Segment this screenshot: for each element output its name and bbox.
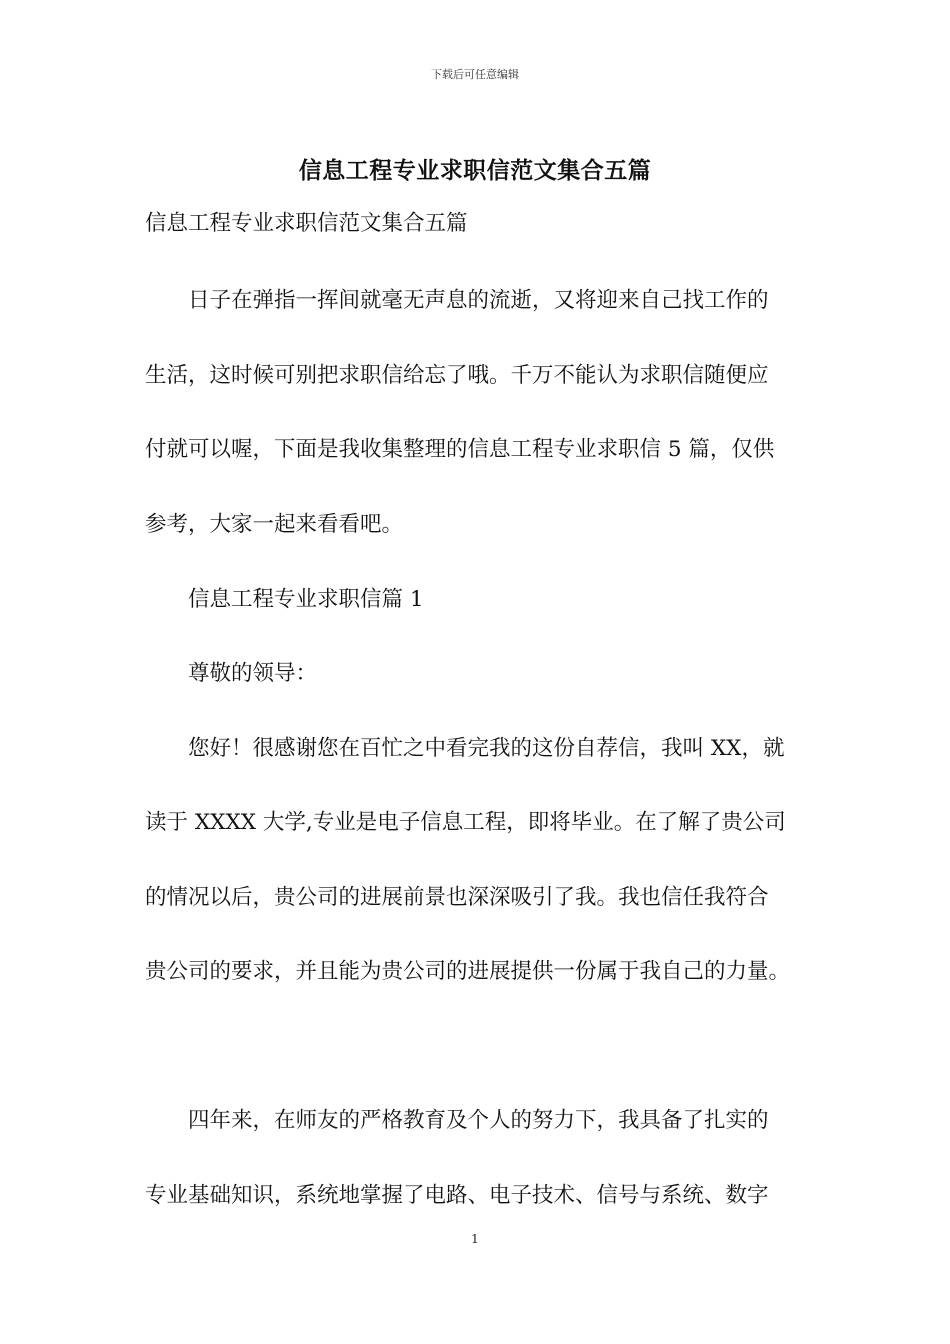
paragraph-line: 您好！很感谢您在百忙之中看完我的这份自荐信，我叫 XX，就: [188, 736, 785, 761]
paragraph-line: 付就可以喔，下面是我收集整理的信息工程专业求职信 5 篇，仅供: [145, 437, 775, 462]
paragraph-line: 的情况以后，贵公司的进展前景也深深吸引了我。我也信任我符合: [145, 885, 769, 910]
page-number: 1: [471, 1232, 479, 1246]
paragraph-line: 参考，大家一起来看看吧。: [145, 512, 404, 537]
paragraph-line: 专业基础知识，系统地掌握了电路、电子技术、信号与系统、数字: [145, 1183, 769, 1208]
document-title: 信息工程专业求职信范文集合五篇: [298, 157, 652, 184]
paragraph-line: 生活，这时候可别把求职信给忘了哦。千万不能认为求职信随便应: [145, 363, 769, 388]
paragraph-line: 日子在弹指一挥间就毫无声息的流逝，又将迎来自己找工作的: [188, 288, 769, 313]
subtitle-line: 信息工程专业求职信范文集合五篇: [145, 211, 468, 236]
paragraph-line: 读于 XXXX 大学,专业是电子信息工程，即将毕业。在了解了贵公司: [145, 810, 786, 835]
section-heading: 信息工程专业求职信篇 1: [188, 587, 424, 612]
paragraph-line: 贵公司的要求，并且能为贵公司的进展提供一份属于我自己的力量。: [145, 959, 791, 984]
paragraph-line: 四年来，在师友的严格教育及个人的努力下，我具备了扎实的: [188, 1108, 769, 1133]
salutation: 尊敬的领导：: [188, 661, 318, 686]
header-note: 下载后可任意编辑: [431, 68, 519, 81]
